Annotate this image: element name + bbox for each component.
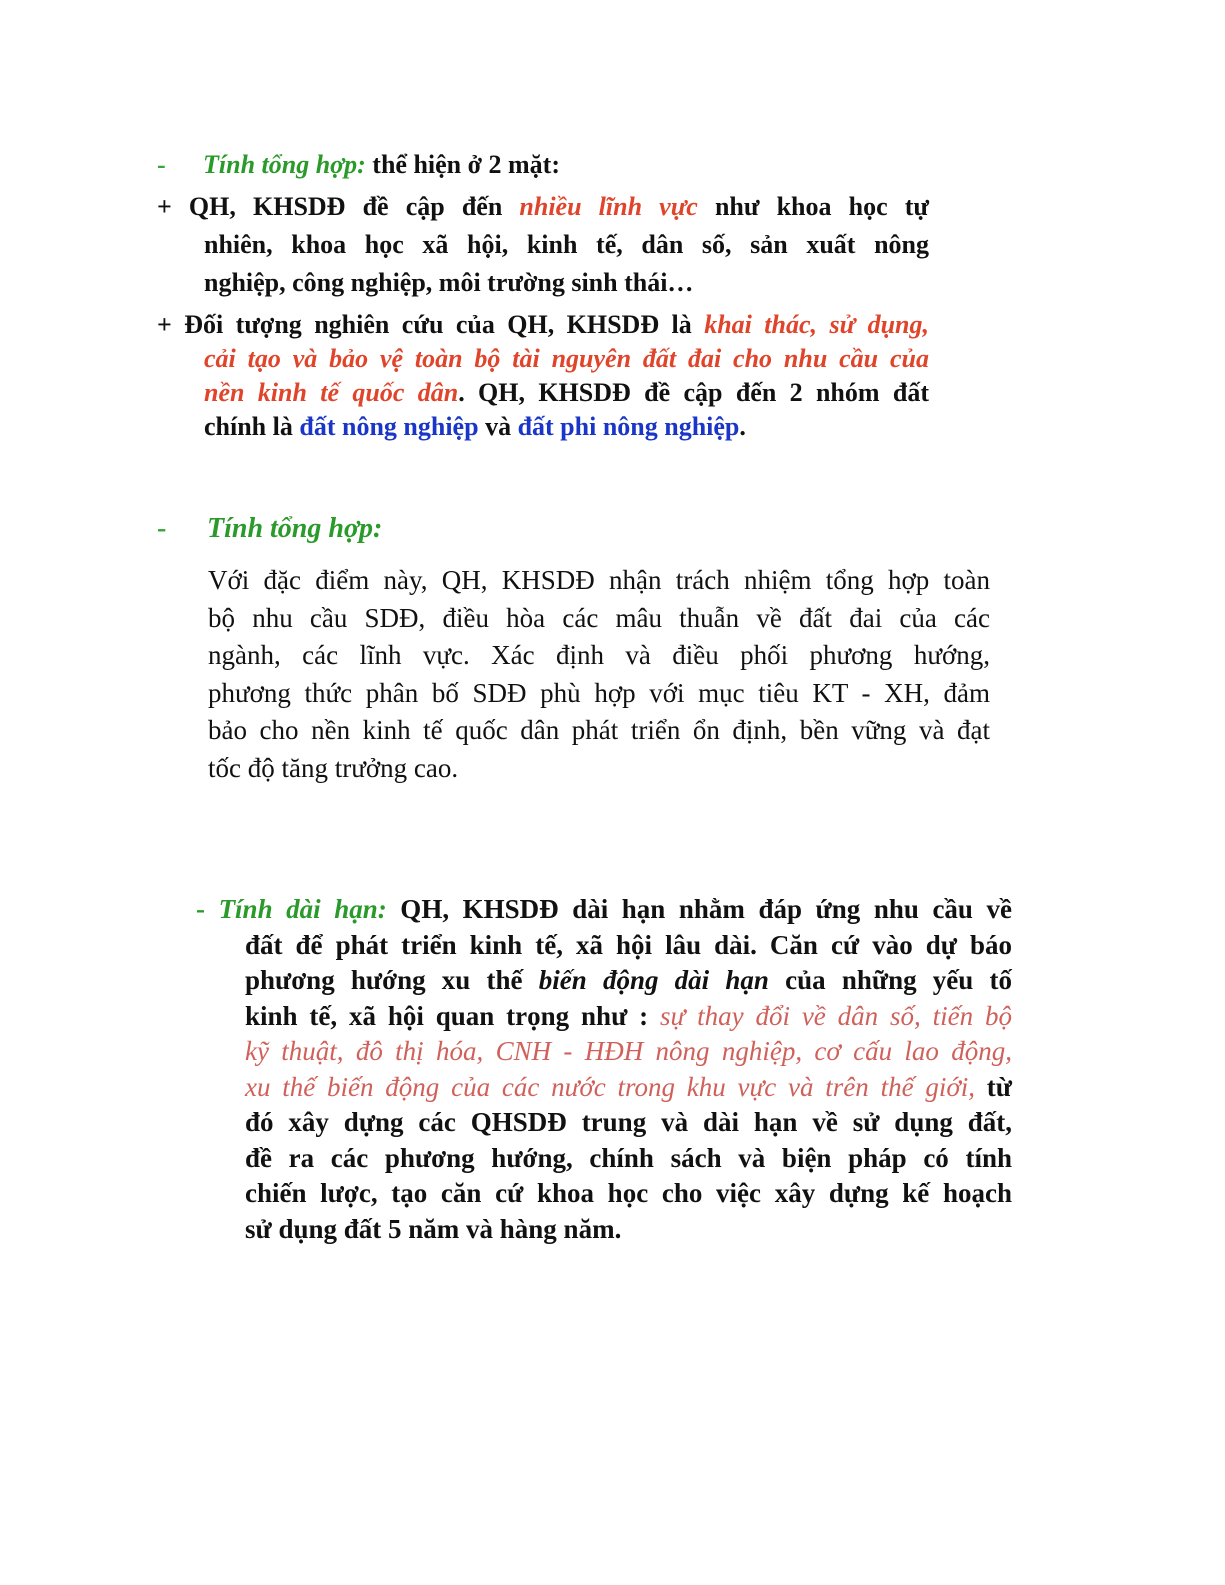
highlight-red: nhiều lĩnh vực (519, 192, 698, 221)
highlight-red: nền kinh tế quốc dân (204, 378, 459, 407)
highlight-blue: đất phi nông nghiệp (517, 412, 740, 441)
section-3-line-8: đề ra các phương hướng, chính sách và biện pháp có tính (245, 1142, 1012, 1173)
section-2-line: bảo cho nền kinh tế quốc dân phát triển ổn định, bền vững và đạt (208, 715, 990, 745)
text: + Đối tượng nghiên cứu của QH, KHSDĐ là (157, 310, 705, 339)
text: của những yếu tố (768, 965, 1012, 995)
text: từ (975, 1071, 1012, 1102)
section-2-line: ngành, các lĩnh vực. Xác định và điều phối phương hướng, (208, 640, 990, 670)
bullet-1-line-1 (157, 188, 929, 226)
section-2-line: phương thức phân bố SDĐ phù hợp với mục tiêu KT - XH, đảm (208, 677, 990, 708)
bullet-2-line-4 (157, 410, 929, 444)
text: phương hướng xu thế (245, 965, 539, 995)
dash-bullet: - (157, 513, 167, 544)
section-3-line-9: chiến lược, tạo căn cứ khoa học cho việc xây dựng kế hoạch (245, 1178, 1012, 1208)
section-3-line-4 (196, 999, 1012, 1035)
bullet-1-line-2: nhiên, khoa học xã hội, kinh tế, dân số, sản xuất nông (204, 230, 929, 259)
section-3-line-3 (196, 963, 1012, 999)
bullet-2-line-1 (157, 308, 929, 342)
section-1-heading-line (157, 148, 929, 188)
section-2-line: bộ nhu cầu SDĐ, điều hòa các mâu thuẫn về đất đai của các (208, 602, 990, 633)
section-3-line-5 (196, 1034, 1012, 1070)
bullet-2-line-3 (157, 376, 929, 410)
section-2-heading: Tính tổng hợp: (207, 513, 383, 544)
section-2-heading-line (157, 512, 990, 562)
highlight-red: cải tạo và bảo vệ toàn bộ tài nguyên đất đai cho nhu cầu của (204, 344, 929, 373)
section-3-line-2: đất để phát triển kinh tế, xã hội lâu dài. Căn cứ vào dự báo (245, 929, 1012, 960)
text: như khoa học tự (697, 192, 930, 221)
bullet-2-line-2 (157, 342, 929, 376)
section-tinh-tong-hop-2 (157, 512, 990, 787)
highlight-pink: xu thế biến động của các nước trong khu vực và trên thế giới, (245, 1071, 976, 1102)
section-tinh-tong-hop-1 (157, 148, 929, 444)
section-3-line-6 (196, 1070, 1012, 1106)
text: chính là (204, 412, 300, 441)
section-1-heading-tail: thể hiện ở 2 mặt: (365, 150, 560, 179)
bullet-1 (157, 188, 929, 302)
text: . (739, 412, 746, 441)
highlight-pink: kỹ thuật, đô thị hóa, CNH - HĐH nông nghiệp, cơ cấu lao động, (245, 1036, 1012, 1066)
text: + QH, KHSDĐ đề cập đến (157, 192, 520, 221)
dash-bullet: - (196, 894, 219, 924)
section-3-line-10: sử dụng đất 5 năm và hàng năm. (245, 1213, 622, 1244)
section-2-line: tốc độ tăng trưởng cao. (208, 752, 459, 783)
section-3-heading: Tính dài hạn: (218, 894, 387, 924)
text: . QH, KHSDĐ đề cập đến 2 nhóm đất (458, 378, 929, 407)
text: kinh tế, xã hội quan trọng như : (245, 1000, 660, 1031)
highlight-red: khai thác, sử dụng, (704, 310, 929, 339)
section-2-paragraph (208, 562, 990, 787)
dash-bullet: - (157, 150, 166, 179)
section-1-heading: Tính tổng hợp: (203, 150, 366, 179)
section-tinh-dai-han (196, 892, 1012, 1247)
section-3-line-1 (196, 892, 1012, 928)
emphasis: biến động dài hạn (538, 965, 769, 995)
section-2-line: Với đặc điểm này, QH, KHSDĐ nhận trách nhiệm tổng hợp toàn (208, 565, 990, 595)
section-3-line-7: đó xây dựng các QHSDĐ trung và dài hạn về sử dụng đất, (245, 1107, 1012, 1137)
text: QH, KHSDĐ dài hạn nhằm đáp ứng nhu cầu về (386, 894, 1012, 924)
highlight-blue: đất nông nghiệp (299, 412, 479, 441)
bullet-1-line-3: nghiệp, công nghiệp, môi trường sinh thái… (204, 268, 694, 297)
section-3-paragraph (196, 892, 1012, 1247)
text: và (478, 412, 518, 441)
bullet-2 (157, 308, 929, 444)
highlight-pink: sự thay đổi về dân số, tiến bộ (660, 1000, 1012, 1031)
